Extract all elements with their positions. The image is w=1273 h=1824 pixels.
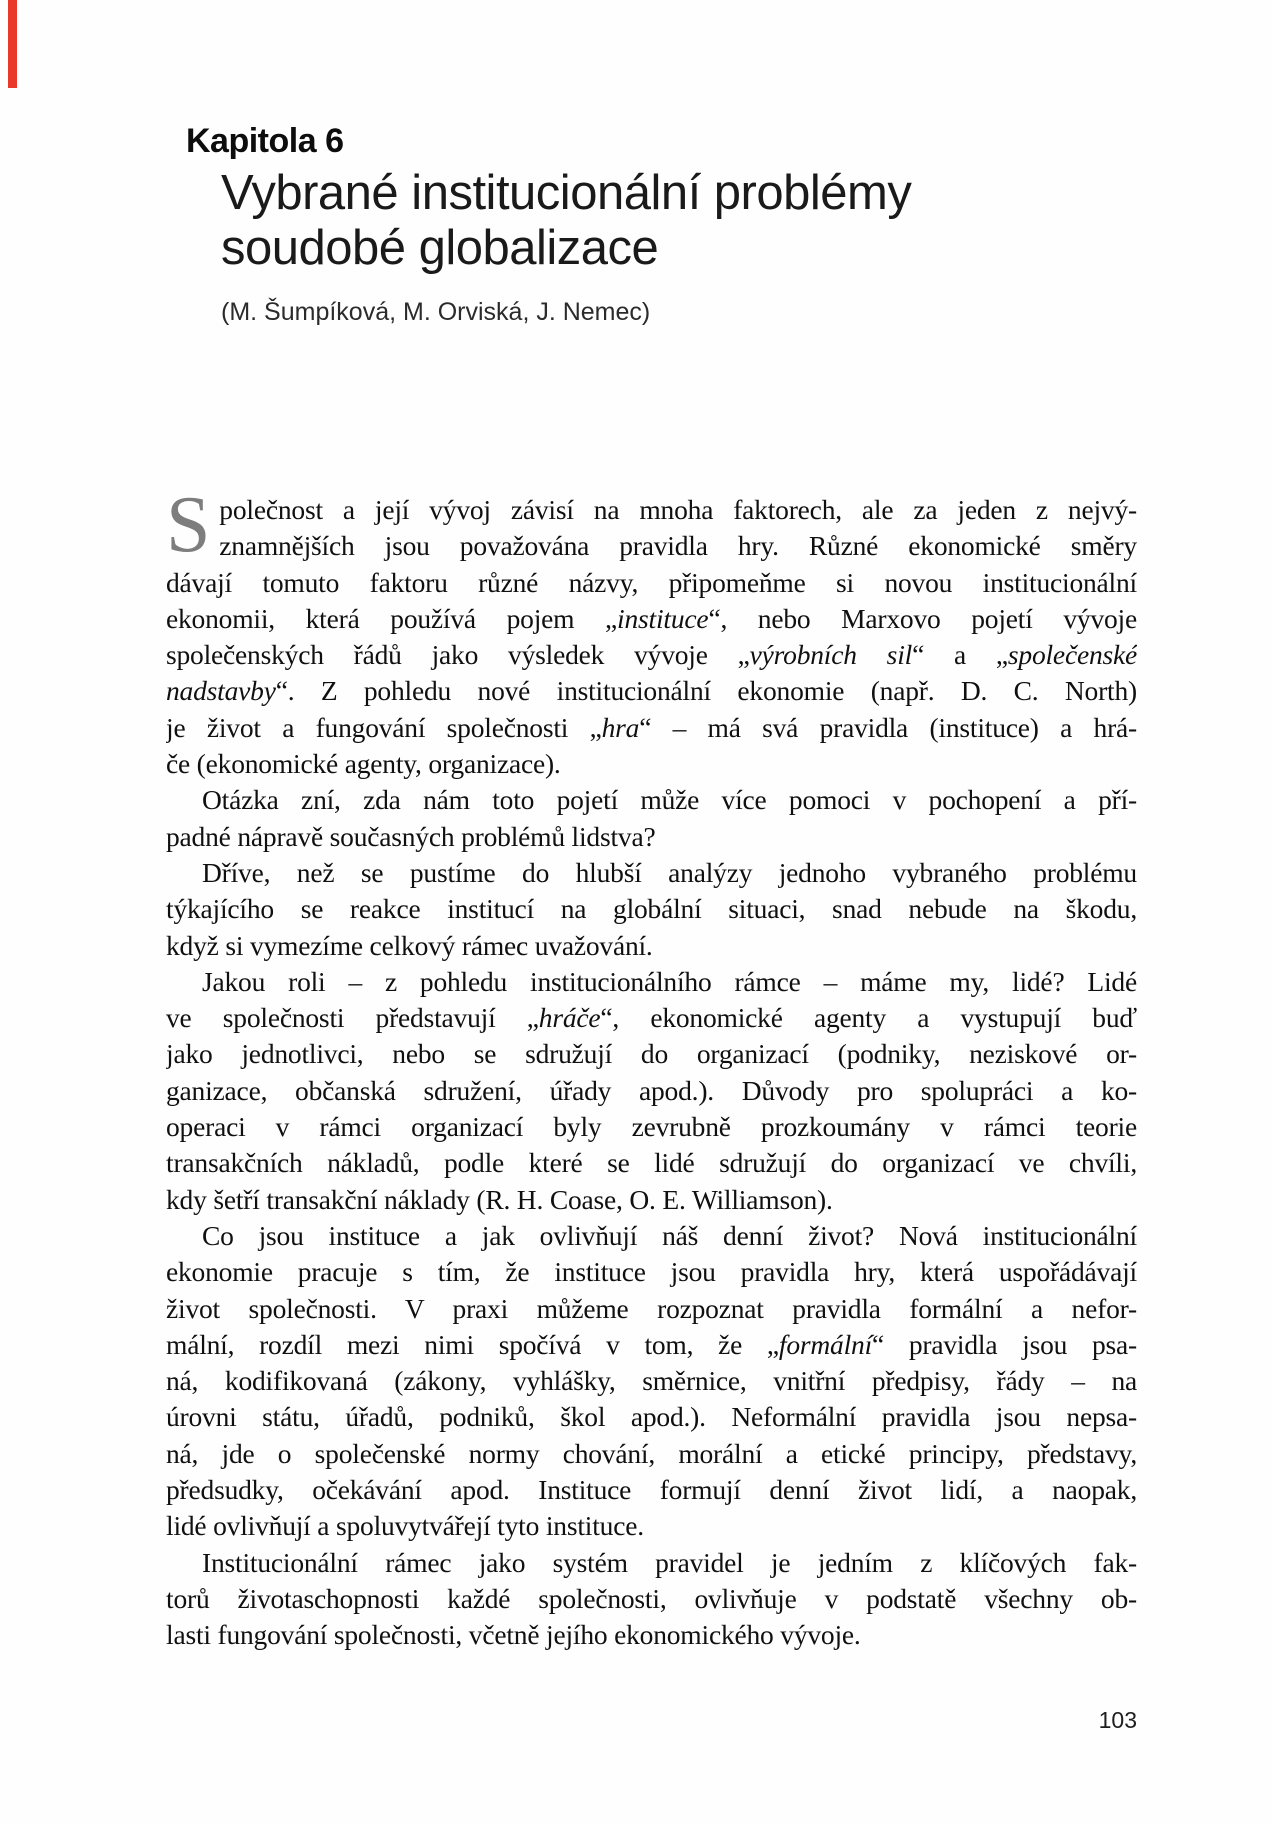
paragraph	[166, 964, 1137, 1218]
text: transakčních nákladů, podle které se lidé sdružují do organizací ve chvíli,	[166, 1147, 1137, 1179]
text: když si vymezíme celkový rámec uvažování.	[166, 929, 653, 961]
text-line	[166, 1617, 1137, 1653]
text: úrovni státu, úřadů, podniků, škol apod.). Neformální pravidla jsou nepsa-	[166, 1401, 1137, 1433]
italic-text: výrobních sil	[749, 639, 913, 671]
text: Otázka zní, zda nám toto pojetí může více pomoci v pochopení a pří-	[202, 784, 1137, 816]
paragraph	[166, 782, 1137, 855]
text: ná, jde o společenské normy chování, morální a etické principy, představy,	[166, 1437, 1137, 1469]
text-line	[166, 964, 1137, 1000]
text: Jakou roli – z pohledu institucionálního rámce – máme my, lidé? Lidé	[202, 965, 1137, 997]
body-text	[166, 481, 1137, 1654]
text-line	[166, 1000, 1137, 1036]
text-line	[166, 928, 1137, 964]
text-line	[166, 601, 1137, 637]
text: ekonomii, která používá pojem „	[166, 602, 618, 634]
text-line	[166, 673, 1137, 709]
text-line	[166, 782, 1137, 818]
text-line	[166, 1218, 1137, 1254]
text-line	[166, 710, 1137, 746]
text-line	[219, 492, 1137, 528]
text: Dříve, než se pustíme do hlubší analýzy jednoho vybraného problému	[202, 856, 1137, 888]
text: týkajícího se reakce institucí na globální situaci, snad nebude na škodu,	[166, 893, 1137, 925]
text: ná, kodifikovaná (zákony, vyhlášky, směrnice, vnitřní předpisy, řády – na	[166, 1365, 1137, 1397]
text-line	[166, 1508, 1137, 1544]
text: “ pravidla jsou psa-	[872, 1328, 1137, 1360]
page-edge-accent-mark	[8, 0, 17, 88]
italic-text: formální	[778, 1328, 873, 1360]
text: operaci v rámci organizací byly zevrubně prozkoumány v rámci teorie	[166, 1111, 1137, 1143]
text-line	[166, 1545, 1137, 1581]
chapter-title-line2: soudobé globalizace	[221, 221, 659, 275]
text: če (ekonomické agenty, organizace).	[166, 748, 561, 780]
text: jako jednotlivci, nebo se sdružují do organizací (podniky, neziskové or-	[166, 1038, 1137, 1070]
text: mální, rozdíl mezi nimi spočívá v tom, že „	[166, 1328, 779, 1360]
text: kdy šetří transakční náklady (R. H. Coase, O. E. Williamson).	[166, 1183, 833, 1215]
text-line	[166, 1399, 1137, 1435]
text-line	[166, 1436, 1137, 1472]
text: ekonomie pracuje s tím, že instituce jsou pravidla hry, která uspořádávají	[166, 1256, 1137, 1288]
text-line	[166, 1109, 1137, 1145]
italic-text: společenské	[1007, 639, 1137, 671]
text: lidé ovlivňují a spoluvytvářejí tyto instituce.	[166, 1510, 644, 1542]
text-line	[219, 528, 1137, 564]
text: je život a fungování společnosti „	[166, 711, 602, 743]
text: torů životaschopnosti každé společnosti, ovlivňuje v podstatě všechny ob-	[166, 1582, 1137, 1614]
text-line	[166, 1291, 1137, 1327]
text-line	[166, 1472, 1137, 1508]
text-line	[166, 637, 1137, 673]
paragraph	[166, 855, 1137, 964]
text-line	[166, 855, 1137, 891]
text-line	[166, 1254, 1137, 1290]
text: znamnějších jsou považována pravidla hry. Různé ekonomické směry	[219, 530, 1137, 562]
text-line	[166, 1363, 1137, 1399]
text: předsudky, očekávání apod. Instituce formují denní život lidí, a naopak,	[166, 1474, 1137, 1506]
text: “, ekonomické agenty a vystupují buď	[600, 1002, 1137, 1034]
text-line	[166, 565, 1137, 601]
italic-text: hra	[601, 711, 640, 743]
page-number: 103	[1098, 1707, 1137, 1733]
text-line	[166, 1581, 1137, 1617]
text: “, nebo Marxovo pojetí vývoje	[708, 602, 1137, 634]
text-line	[166, 891, 1137, 927]
chapter-title-line1: Vybrané institucionální problémy	[221, 166, 912, 220]
text-line	[166, 1182, 1137, 1218]
text: život společnosti. V praxi můžeme rozpoznat pravidla formální a nefor-	[166, 1292, 1137, 1324]
text: ganizace, občanská sdružení, úřady apod.). Důvody pro spolupráci a ko-	[166, 1074, 1137, 1106]
text-line	[166, 1036, 1137, 1072]
text: Institucionální rámec jako systém pravidel je jedním z klíčových fak-	[202, 1546, 1137, 1578]
chapter-title	[221, 166, 911, 276]
text: Co jsou instituce a jak ovlivňují náš denní život? Nová institucionální	[202, 1219, 1137, 1251]
drop-cap: S	[166, 481, 211, 569]
chapter-label: Kapitola 6	[186, 122, 344, 160]
italic-text: instituce	[617, 602, 709, 634]
text: lasti fungování společnosti, včetně jejího ekonomického vývoje.	[166, 1619, 861, 1651]
text: “ a „	[912, 639, 1008, 671]
italic-text: nadstavby	[166, 675, 276, 707]
paragraph	[166, 1218, 1137, 1545]
text-line	[166, 746, 1137, 782]
text-line	[166, 1327, 1137, 1363]
text: dávají tomuto faktoru různé názvy, připomeňme si novou institucionální	[166, 566, 1137, 598]
text: polečnost a její vývoj závisí na mnoha faktorech, ale za jeden z nejvý-	[219, 494, 1137, 525]
text: padné nápravě současných problémů lidstva?	[166, 820, 656, 852]
text: “. Z pohledu nové institucionální ekonomie (např. D. C. North)	[275, 675, 1137, 707]
italic-text: hráče	[538, 1002, 601, 1034]
text: společenských řádů jako výsledek vývoje „	[166, 639, 750, 671]
text-line	[166, 819, 1137, 855]
text: ve společnosti představují „	[166, 1002, 539, 1034]
text-line	[166, 1073, 1137, 1109]
paragraph	[166, 481, 1137, 782]
text-line	[166, 1145, 1137, 1181]
paragraph	[166, 1545, 1137, 1654]
text: “ – má svá pravidla (instituce) a hrá-	[639, 711, 1137, 743]
chapter-authors: (M. Šumpíková, M. Orviská, J. Nemec)	[221, 298, 651, 326]
